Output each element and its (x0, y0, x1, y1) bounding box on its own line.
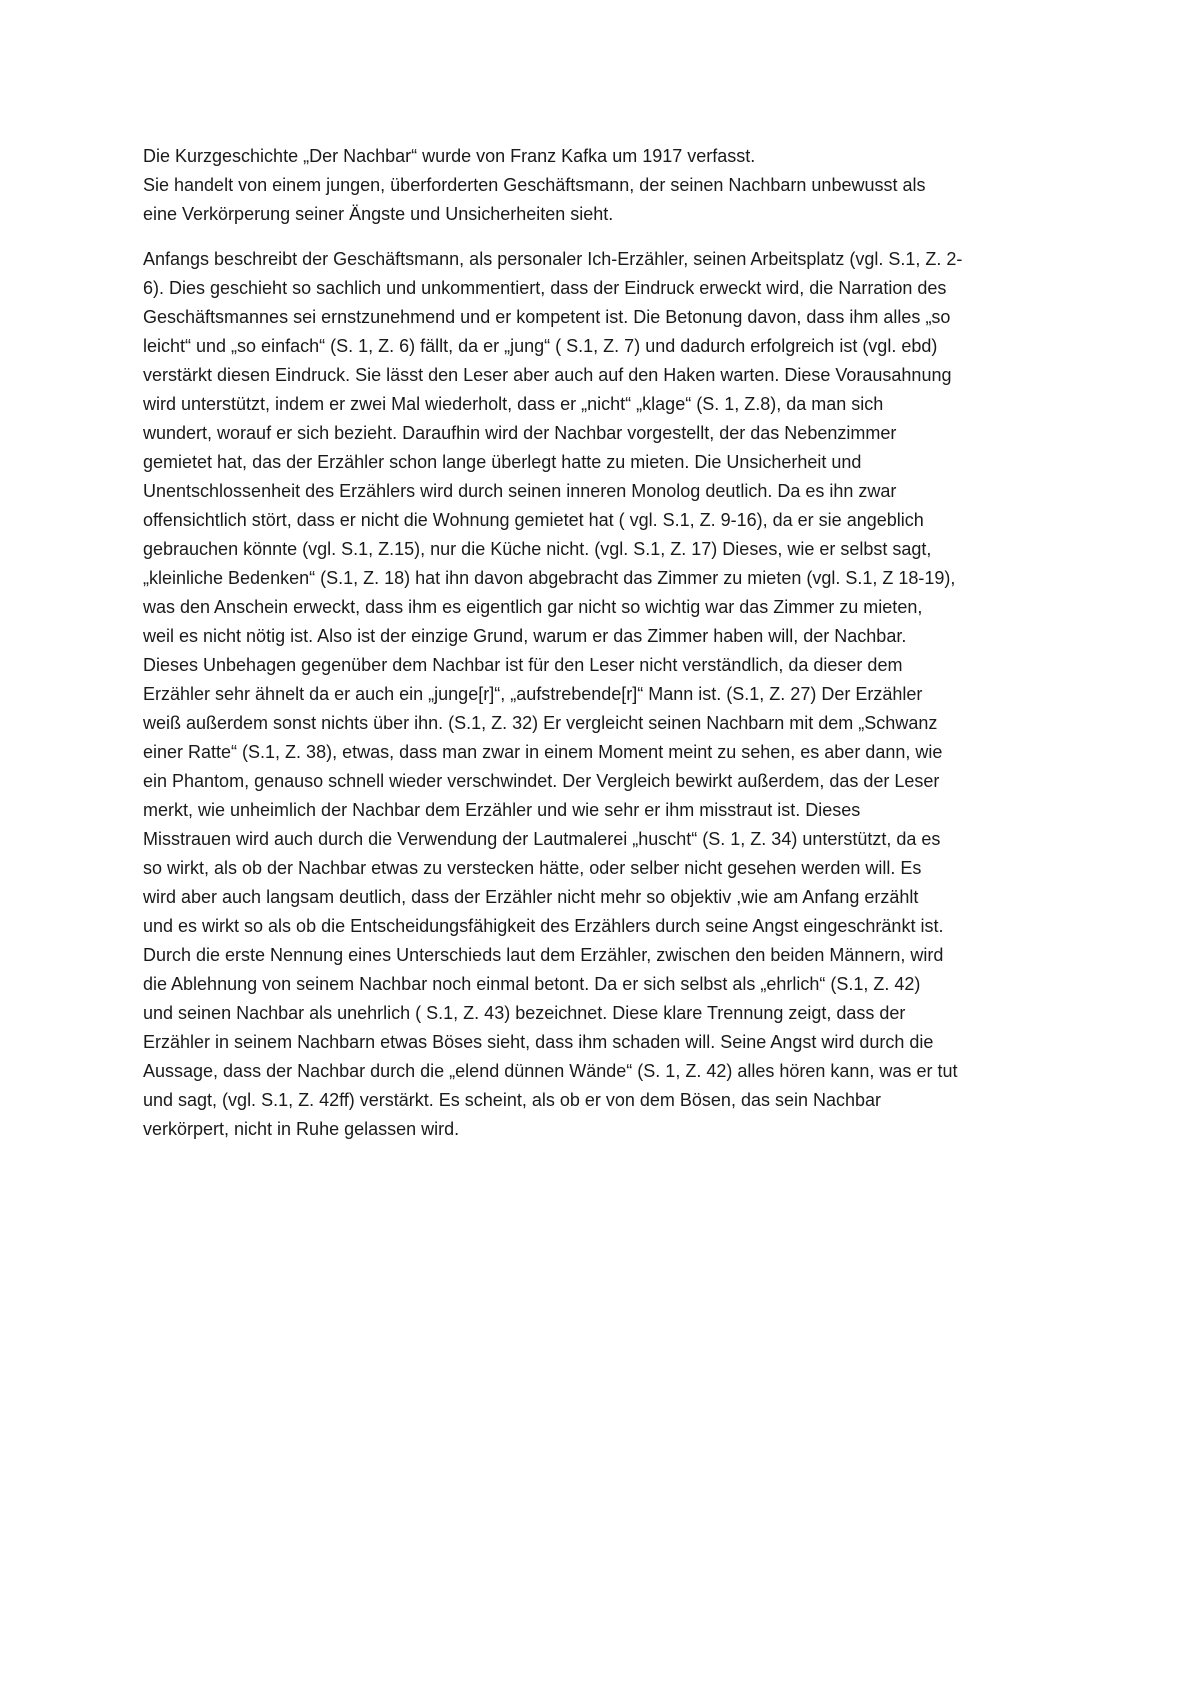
text-line: offensichtlich stört, dass er nicht die Wohnung gemietet hat ( vgl. S.1, Z. 9-16), da er sie angeblich (143, 510, 924, 530)
text-line: Dieses Unbehagen gegenüber dem Nachbar ist für den Leser nicht verständlich, da dieser dem (143, 655, 903, 675)
text-line: Misstrauen wird auch durch die Verwendung der Lautmalerei „huscht“ (S. 1, Z. 34) unterstützt, da es (143, 829, 941, 849)
text-line: leicht“ und „so einfach“ (S. 1, Z. 6) fällt, da er „jung“ ( S.1, Z. 7) und dadurch erfolgreich ist (vgl. ebd) (143, 336, 938, 356)
text-line: verkörpert, nicht in Ruhe gelassen wird. (143, 1119, 460, 1139)
text-line: „kleinliche Bedenken“ (S.1, Z. 18) hat ihn davon abgebracht das Zimmer zu mieten (vgl. S.1, Z 18-19), (143, 568, 956, 588)
text-line: so wirkt, als ob der Nachbar etwas zu verstecken hätte, oder selber nicht gesehen werden will. Es (143, 858, 922, 878)
text-line: einer Ratte“ (S.1, Z. 38), etwas, dass man zwar in einem Moment meint zu sehen, es aber dann, wie (143, 742, 943, 762)
text-line: Erzähler in seinem Nachbarn etwas Böses sieht, dass ihm schaden will. Seine Angst wird durch die (143, 1032, 934, 1052)
analysis-paragraph (143, 245, 1063, 1144)
text-line: wird aber auch langsam deutlich, dass der Erzähler nicht mehr so objektiv ,wie am Anfang erzählt (143, 887, 919, 907)
text-line: was den Anschein erweckt, dass ihm es eigentlich gar nicht so wichtig war das Zimmer zu mieten, (143, 597, 923, 617)
text-line: weiß außerdem sonst nichts über ihn. (S.1, Z. 32) Er vergleicht seinen Nachbarn mit dem „Schwanz (143, 713, 938, 733)
text-line: Anfangs beschreibt der Geschäftsmann, als personaler Ich-Erzähler, seinen Arbeitsplatz (vgl. S.1, Z. 2- (143, 249, 963, 269)
text-line: Durch die erste Nennung eines Unterschieds laut dem Erzähler, zwischen den beiden Männern, wird (143, 945, 944, 965)
text-line: die Ablehnung von seinem Nachbar noch einmal betont. Da er sich selbst als „ehrlich“ (S.1, Z. 42) (143, 974, 921, 994)
text-line: Geschäftsmannes sei ernstzunehmend und er kompetent ist. Die Betonung davon, dass ihm alles „so (143, 307, 951, 327)
text-line: merkt, wie unheimlich der Nachbar dem Erzähler und wie sehr er ihm misstraut ist. Dieses (143, 800, 861, 820)
text-line: Sie handelt von einem jungen, überforderten Geschäftsmann, der seinen Nachbarn unbewusst als (143, 175, 926, 195)
text-line: Erzähler sehr ähnelt da er auch ein „junge[r]“, „aufstrebende[r]“ Mann ist. (S.1, Z. 27) Der Erzähler (143, 684, 923, 704)
text-line: Die Kurzgeschichte „Der Nachbar“ wurde von Franz Kafka um 1917 verfasst. (143, 146, 756, 166)
text-line: wird unterstützt, indem er zwei Mal wiederholt, dass er „nicht“ „klage“ (S. 1, Z.8), da man sich (143, 394, 884, 414)
text-line: und sagt, (vgl. S.1, Z. 42ff) verstärkt. Es scheint, als ob er von dem Bösen, das sein Nachbar (143, 1090, 882, 1110)
text-line: weil es nicht nötig ist. Also ist der einzige Grund, warum er das Zimmer haben will, der Nachbar. (143, 626, 907, 646)
text-line: verstärkt diesen Eindruck. Sie lässt den Leser aber auch auf den Haken warten. Diese Vorausahnung (143, 365, 952, 385)
text-line: 6). Dies geschieht so sachlich und unkommentiert, dass der Eindruck erweckt wird, die Narration des (143, 278, 947, 298)
text-line: Unentschlossenheit des Erzählers wird durch seinen inneren Monolog deutlich. Da es ihn zwar (143, 481, 897, 501)
text-line: eine Verkörperung seiner Ängste und Unsicherheiten sieht. (143, 204, 614, 224)
text-line: gemietet hat, das der Erzähler schon lange überlegt hatte zu mieten. Die Unsicherheit und (143, 452, 862, 472)
text-line: und es wirkt so als ob die Entscheidungsfähigkeit des Erzählers durch seine Angst eingeschränkt ist. (143, 916, 944, 936)
intro-paragraph (143, 142, 1063, 229)
text-line: wundert, worauf er sich bezieht. Daraufhin wird der Nachbar vorgestellt, der das Nebenzimmer (143, 423, 897, 443)
text-line: und seinen Nachbar als unehrlich ( S.1, Z. 43) bezeichnet. Diese klare Trennung zeigt, dass der (143, 1003, 906, 1023)
text-line: ein Phantom, genauso schnell wieder verschwindet. Der Vergleich bewirkt außerdem, das der Leser (143, 771, 940, 791)
text-line: Aussage, dass der Nachbar durch die „elend dünnen Wände“ (S. 1, Z. 42) alles hören kann, was er tut (143, 1061, 958, 1081)
text-line: gebrauchen könnte (vgl. S.1, Z.15), nur die Küche nicht. (vgl. S.1, Z. 17) Dieses, wie er selbst sagt, (143, 539, 932, 559)
